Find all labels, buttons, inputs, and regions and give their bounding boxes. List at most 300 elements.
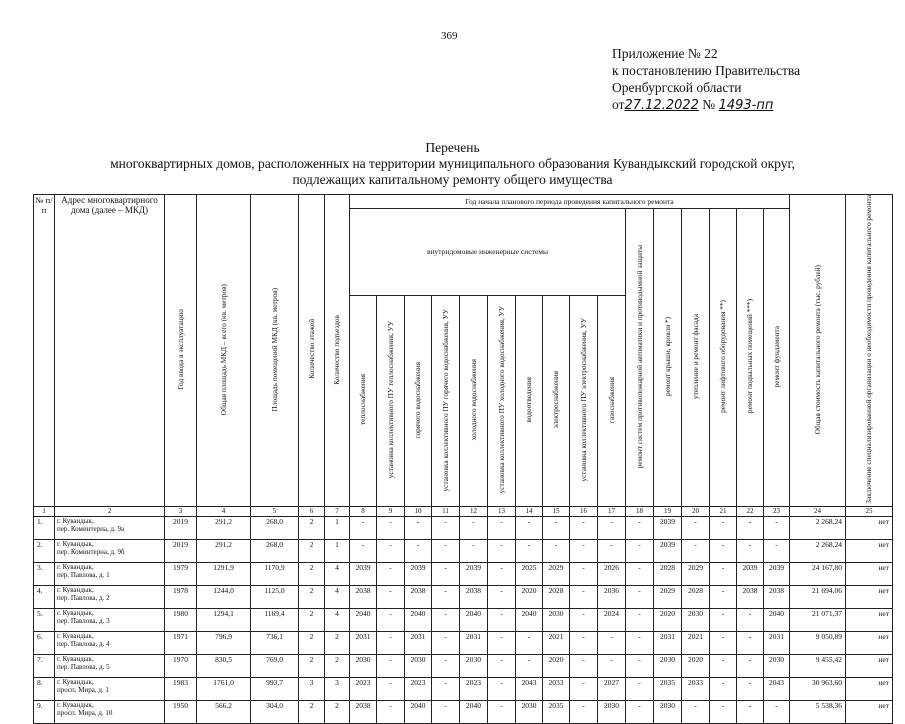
table-cell: - (377, 539, 405, 562)
table-cell: 2029 (654, 585, 682, 608)
header-address: Адрес многоквартирного дома (далее – МКД) (55, 195, 165, 507)
header-conclusion: Заключение специализированной организации о необходимости проведения капитального ремонта (846, 195, 893, 507)
column-number: 18 (626, 506, 654, 516)
table-cell: 2027 (598, 677, 626, 700)
table-cell: 2028 (682, 585, 710, 608)
table-cell: - (516, 516, 543, 539)
table-cell: 2021 (543, 631, 570, 654)
table-cell: 2039 (350, 562, 377, 585)
address-city: г. Кувандык, (57, 608, 94, 617)
table-cell: - (516, 654, 543, 677)
table-cell: - (570, 608, 598, 631)
page-number: 369 (441, 30, 458, 42)
table-cell: - (570, 585, 598, 608)
table-cell: 1978 (165, 585, 197, 608)
table-cell: 268,0 (251, 539, 299, 562)
column-number: 7 (325, 506, 350, 516)
row-address (55, 562, 165, 585)
table-cell: - (710, 631, 737, 654)
table-cell: - (764, 700, 790, 723)
table-cell: 4 (325, 585, 350, 608)
title-line-2: многоквартирных домов, расположенных на территории муниципального образования Кувандыкский городской округ, (110, 156, 795, 171)
table-cell: 2038 (737, 585, 764, 608)
table-row (34, 608, 893, 631)
table-cell: 1950 (165, 700, 197, 723)
table-row (34, 539, 893, 562)
header-roof: ремонт крыши, кровли *) (654, 209, 682, 507)
header-foundation: ремонт фундамента (764, 209, 790, 507)
document-title (0, 140, 905, 188)
table-cell: 2038 (405, 585, 432, 608)
appendix-line-2: к постановлению Правительства (612, 63, 801, 78)
houses-table (33, 194, 893, 724)
table-cell: - (570, 700, 598, 723)
column-number: 12 (460, 506, 488, 516)
table-cell: - (710, 516, 737, 539)
table-cell: - (737, 700, 764, 723)
table-cell: - (737, 631, 764, 654)
table-cell: 2039 (654, 539, 682, 562)
table-cell: нет (846, 516, 893, 539)
table-cell: - (598, 516, 626, 539)
table-cell: 2038 (460, 585, 488, 608)
table-cell: 21 694,06 (790, 585, 846, 608)
row-address (55, 539, 165, 562)
table-cell: 2030 (460, 654, 488, 677)
table-cell: нет (846, 539, 893, 562)
table-cell: - (710, 700, 737, 723)
table-cell: 2038 (764, 585, 790, 608)
table-cell: - (488, 516, 516, 539)
table-cell: - (626, 562, 654, 585)
address-city: г. Кувандык, (57, 700, 94, 709)
table-cell: - (570, 677, 598, 700)
table-cell: 2038 (350, 585, 377, 608)
header-fire: ремонт систем противопожарной автоматики и противодымной защиты (626, 209, 654, 507)
table-cell: нет (846, 608, 893, 631)
table-body (34, 195, 893, 724)
row-number: 9. (34, 700, 55, 723)
table-cell: 2020 (516, 585, 543, 608)
table-cell: - (516, 539, 543, 562)
column-number: 6 (299, 506, 325, 516)
row-address (55, 631, 165, 654)
table-cell: 9 455,42 (790, 654, 846, 677)
address-city: г. Кувандык, (57, 562, 94, 571)
table-cell: - (737, 539, 764, 562)
table-cell: 1291,9 (197, 562, 251, 585)
appendix-from: от (612, 97, 625, 112)
table-cell: 1980 (165, 608, 197, 631)
table-cell: - (350, 539, 377, 562)
table-cell: 2039 (654, 516, 682, 539)
table-cell: - (543, 516, 570, 539)
table-cell: - (488, 562, 516, 585)
table-cell: 2020 (654, 608, 682, 631)
table-cell: - (682, 539, 710, 562)
header-hot-water: горячего водоснабжения (405, 295, 432, 506)
appendix-date: 27.12.2022 (624, 98, 699, 113)
row-number: 2. (34, 539, 55, 562)
table-cell: 796,9 (197, 631, 251, 654)
column-number: 9 (377, 506, 405, 516)
header-drainage: водоотведения (516, 295, 543, 506)
table-cell: 2019 (165, 539, 197, 562)
table-row (34, 516, 893, 539)
table-cell: 1244,0 (197, 585, 251, 608)
header-basement: ремонт подвальных помещений ***) (737, 209, 764, 507)
table-cell: 2 (299, 631, 325, 654)
header-total-cost: Общая стоимость капитального ремонта (тыс. рублей) (790, 195, 846, 507)
column-number: 10 (405, 506, 432, 516)
table-cell: 2029 (682, 562, 710, 585)
table-cell: 1169,4 (251, 608, 299, 631)
row-address (55, 585, 165, 608)
table-cell: 2040 (405, 700, 432, 723)
table-cell: 2031 (654, 631, 682, 654)
table-cell: 21 071,37 (790, 608, 846, 631)
table-cell: 30 963,60 (790, 677, 846, 700)
address-street: пер. Коминтерна, д. 9а (57, 524, 125, 533)
table-cell: - (350, 516, 377, 539)
header-hot-water-meter: установка коллективного ПУ горячего водоснабжения, УУ (432, 295, 460, 506)
table-cell: 2028 (654, 562, 682, 585)
table-cell: 1979 (165, 562, 197, 585)
table-cell: 2036 (598, 585, 626, 608)
row-number: 7. (34, 654, 55, 677)
column-number: 20 (682, 506, 710, 516)
table-cell: - (377, 585, 405, 608)
table-cell: 2 (299, 608, 325, 631)
header-premises-area: Площадь помещений МКД (кв. метров) (251, 195, 299, 507)
table-cell: 2030 (516, 700, 543, 723)
table-cell: - (377, 654, 405, 677)
table-cell: 5 538,36 (790, 700, 846, 723)
header-electricity-meter: установка коллективного ПУ электроснабжения, УУ (570, 295, 598, 506)
table-cell: - (626, 631, 654, 654)
table-cell: - (405, 516, 432, 539)
table-cell: 2030 (654, 700, 682, 723)
row-number: 4. (34, 585, 55, 608)
column-number: 2 (55, 506, 165, 516)
table-cell: - (710, 654, 737, 677)
table-cell: 268,0 (251, 516, 299, 539)
column-number: 5 (251, 506, 299, 516)
table-cell: - (377, 677, 405, 700)
table-cell: 9 050,89 (790, 631, 846, 654)
address-city: г. Кувандык, (57, 654, 94, 663)
table-cell: - (543, 539, 570, 562)
table-cell: - (488, 654, 516, 677)
table-cell: - (570, 516, 598, 539)
header-year-built: Год ввода в эксплуатацию (165, 195, 197, 507)
row-number: 1. (34, 516, 55, 539)
table-cell: 2020 (543, 654, 570, 677)
table-cell: 2030 (764, 654, 790, 677)
table-cell: 2039 (405, 562, 432, 585)
table-cell: - (488, 700, 516, 723)
table-cell: 2 (299, 516, 325, 539)
table-cell: 304,0 (251, 700, 299, 723)
row-address (55, 677, 165, 700)
table-cell: 2 268,24 (790, 516, 846, 539)
table-cell: 2039 (764, 562, 790, 585)
table-cell: - (626, 608, 654, 631)
header-floors: Количество этажей (299, 195, 325, 507)
address-street: пер. Павлова, д. 3 (57, 616, 110, 625)
address-street: пер. Павлова, д. 2 (57, 593, 110, 602)
column-number: 19 (654, 506, 682, 516)
table-cell: - (626, 539, 654, 562)
column-number: 21 (710, 506, 737, 516)
table-cell: нет (846, 562, 893, 585)
address-city: г. Кувандык, (57, 539, 94, 548)
table-cell: - (710, 539, 737, 562)
table-cell: 2040 (350, 608, 377, 631)
table-cell: 2043 (516, 677, 543, 700)
table-cell: - (598, 539, 626, 562)
table-row (34, 585, 893, 608)
table-cell: 291,2 (197, 539, 251, 562)
table-cell: 566,2 (197, 700, 251, 723)
table-cell: 2039 (460, 562, 488, 585)
table-cell: 2028 (543, 585, 570, 608)
table-cell: - (626, 677, 654, 700)
table-cell: - (764, 516, 790, 539)
table-cell: 2 (299, 562, 325, 585)
table-row (34, 562, 893, 585)
table-cell: - (432, 608, 460, 631)
header-elevator: ремонт лифтового оборудования **) (710, 209, 737, 507)
table-cell: - (710, 608, 737, 631)
address-street: просп. Мира, д. 10 (57, 708, 113, 717)
table-cell: - (626, 654, 654, 677)
table-cell: - (570, 539, 598, 562)
table-cell: - (460, 539, 488, 562)
table-row (34, 677, 893, 700)
table-cell: 1170,9 (251, 562, 299, 585)
table-cell: - (682, 516, 710, 539)
table-cell: 1 (325, 516, 350, 539)
table-cell: - (570, 631, 598, 654)
header-electricity: электроснабжения (543, 295, 570, 506)
appendix-block (612, 45, 800, 114)
row-number: 6. (34, 631, 55, 654)
table-cell: 2031 (460, 631, 488, 654)
table-cell: 2040 (764, 608, 790, 631)
address-street: пер. Коминтерна, д. 9б (57, 547, 125, 556)
column-number: 8 (350, 506, 377, 516)
table-cell: 2024 (598, 608, 626, 631)
table-cell: 2040 (460, 700, 488, 723)
table-cell: 2039 (737, 562, 764, 585)
table-cell: нет (846, 654, 893, 677)
column-number: 15 (543, 506, 570, 516)
table-cell: 2026 (598, 562, 626, 585)
table-cell: - (488, 677, 516, 700)
header-gas: газоснабжения (598, 295, 626, 506)
table-cell: 2025 (516, 562, 543, 585)
table-cell: - (710, 677, 737, 700)
table-cell: 3 (299, 677, 325, 700)
table-cell: - (598, 654, 626, 677)
table-cell: - (516, 631, 543, 654)
table-cell: 993,7 (251, 677, 299, 700)
column-number: 3 (165, 506, 197, 516)
table-cell: - (682, 700, 710, 723)
table-cell: - (377, 562, 405, 585)
address-street: пер. Павлова, д. 5 (57, 662, 110, 671)
title-line-1: Перечень (425, 140, 480, 155)
table-cell: 2 (325, 654, 350, 677)
table-cell: 2 268,24 (790, 539, 846, 562)
table-cell: - (488, 585, 516, 608)
table-cell: 3 (325, 677, 350, 700)
address-city: г. Кувандык, (57, 677, 94, 686)
table-cell: - (405, 539, 432, 562)
table-cell: 2 (299, 700, 325, 723)
table-cell: 2035 (654, 677, 682, 700)
table-cell: 4 (325, 608, 350, 631)
table-cell: 2030 (350, 654, 377, 677)
table-cell: 1 (325, 539, 350, 562)
column-number: 17 (598, 506, 626, 516)
table-cell: 2040 (460, 608, 488, 631)
table-cell: 291,2 (197, 516, 251, 539)
table-cell: - (737, 677, 764, 700)
table-cell: 2030 (405, 654, 432, 677)
appendix-line-1: Приложение № 22 (612, 46, 718, 61)
table-cell: - (598, 631, 626, 654)
header-heating-meter: установка коллективного ПУ теплоснабжения, УУ (377, 295, 405, 506)
table-cell: - (626, 516, 654, 539)
address-street: пер. Павлова, д. 1 (57, 570, 110, 579)
table-cell: - (764, 539, 790, 562)
table-cell: 1971 (165, 631, 197, 654)
table-cell: 2023 (460, 677, 488, 700)
address-city: г. Кувандык, (57, 585, 94, 594)
table-cell: 2038 (350, 700, 377, 723)
table-row (34, 631, 893, 654)
row-number: 5. (34, 608, 55, 631)
table-cell: - (432, 539, 460, 562)
column-number: 24 (790, 506, 846, 516)
table-cell: 1294,1 (197, 608, 251, 631)
table-cell: 2 (299, 654, 325, 677)
table-row (34, 700, 893, 723)
header-cold-water: холодного водоснабжения (460, 295, 488, 506)
row-number: 8. (34, 677, 55, 700)
table-cell: 2021 (682, 631, 710, 654)
column-number: 4 (197, 506, 251, 516)
address-street: просп. Мира, д. 1 (57, 685, 109, 694)
table-cell: - (377, 700, 405, 723)
appendix-number: 1493-пп (718, 98, 774, 113)
table-cell: - (737, 654, 764, 677)
table-cell: - (710, 562, 737, 585)
table-cell: - (737, 516, 764, 539)
table-cell: - (432, 516, 460, 539)
table-cell: - (432, 700, 460, 723)
table-cell: - (432, 677, 460, 700)
header-period-group: Год начала планового периода проведения капитального ремонта (350, 195, 790, 209)
table-cell: - (626, 585, 654, 608)
row-address (55, 654, 165, 677)
title-line-3: подлежащих капитальному ремонту общего имущества (292, 172, 613, 187)
table-cell: 2030 (682, 608, 710, 631)
table-cell: 2030 (654, 654, 682, 677)
table-cell: 1761,0 (197, 677, 251, 700)
header-systems-group: внутридомовые инженерные системы (350, 209, 626, 296)
table-cell: 2031 (350, 631, 377, 654)
table-cell: - (488, 631, 516, 654)
table-cell: 2019 (165, 516, 197, 539)
table-cell: 1125,0 (251, 585, 299, 608)
table-cell: 830,5 (197, 654, 251, 677)
header-cold-water-meter: установка коллективного ПУ холодного водоснабжения, УУ (488, 295, 516, 506)
table-cell: 769,0 (251, 654, 299, 677)
column-number: 22 (737, 506, 764, 516)
row-address (55, 700, 165, 723)
table-cell: - (737, 608, 764, 631)
table-cell: 2 (299, 585, 325, 608)
table-cell: - (570, 562, 598, 585)
table-cell: - (570, 654, 598, 677)
table-cell: - (432, 585, 460, 608)
table-cell: нет (846, 677, 893, 700)
header-facade: утепление и ремонт фасада (682, 209, 710, 507)
appendix-number-sign: № (702, 97, 716, 112)
table-cell: 2040 (405, 608, 432, 631)
column-number: 1 (34, 506, 55, 516)
table-cell: - (460, 516, 488, 539)
column-number: 23 (764, 506, 790, 516)
column-number: 16 (570, 506, 598, 516)
table-cell: 2023 (405, 677, 432, 700)
table-cell: - (432, 562, 460, 585)
table-cell: нет (846, 700, 893, 723)
table-cell: - (488, 608, 516, 631)
header-total-area: Общая площадь МКД – всего (кв. метров) (197, 195, 251, 507)
table-row (34, 654, 893, 677)
table-cell: 2029 (543, 562, 570, 585)
column-number-row (34, 506, 893, 516)
row-address (55, 516, 165, 539)
table-cell: нет (846, 631, 893, 654)
table-cell: - (488, 539, 516, 562)
table-cell: 2043 (764, 677, 790, 700)
column-number: 14 (516, 506, 543, 516)
table-cell: - (432, 631, 460, 654)
column-number: 13 (488, 506, 516, 516)
address-city: г. Кувандык, (57, 516, 94, 525)
column-number: 25 (846, 506, 893, 516)
table-cell: 2 (299, 539, 325, 562)
table-cell: 2033 (543, 677, 570, 700)
table-cell: - (377, 516, 405, 539)
table-cell: 1970 (165, 654, 197, 677)
table-cell: 2030 (598, 700, 626, 723)
table-cell: 2035 (543, 700, 570, 723)
table-cell: - (432, 654, 460, 677)
table-cell: нет (846, 585, 893, 608)
table-cell: 2023 (350, 677, 377, 700)
column-number: 11 (432, 506, 460, 516)
table-cell: 2020 (682, 654, 710, 677)
header-num: № п/п (34, 195, 55, 507)
table-cell: 2031 (764, 631, 790, 654)
table-cell: 4 (325, 562, 350, 585)
